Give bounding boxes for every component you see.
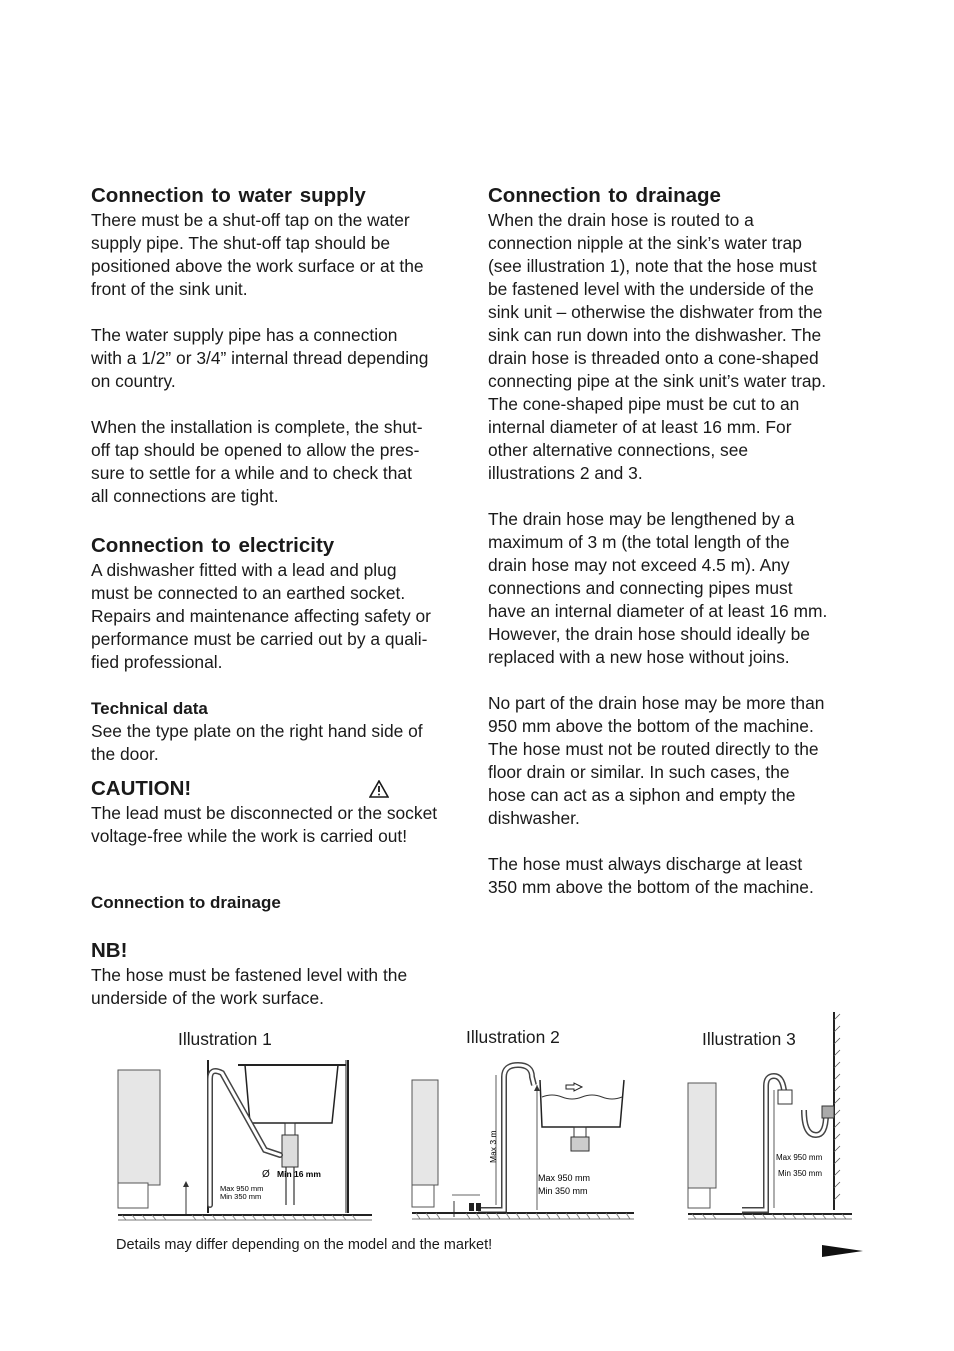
illustration-3-label: Illustration 3 — [702, 1029, 796, 1049]
text-line: connection nipple at the sink’s water trap — [488, 233, 802, 253]
text-line: maximum of 3 m (the total length of the — [488, 532, 790, 552]
max-3-m-label: Max 3 m — [488, 1130, 498, 1163]
text-line: The lead must be disconnected or the socket — [91, 803, 438, 823]
text-line: The hose must be fastened level with the — [91, 965, 408, 985]
text-line: When the installation is complete, the shut- — [91, 417, 423, 437]
nb-heading: NB! — [91, 939, 128, 962]
text-line: The hose must always discharge at least — [488, 854, 803, 874]
text-line: When the drain hose is routed to a — [488, 210, 754, 230]
caution-paragraph — [91, 802, 471, 848]
text-line: connections and connecting pipes must — [488, 578, 793, 598]
text-line: (see illustration 1), note that the hose must — [488, 256, 817, 276]
text-line: The drain hose may be lengthened by a — [488, 509, 795, 529]
text-line: The cone-shaped pipe must be cut to an — [488, 394, 800, 414]
text-line: off tap should be opened to allow the pres- — [91, 440, 420, 460]
drainage-subheading: Connection to drainage — [91, 893, 281, 912]
drainage-paragraph-2 — [488, 508, 863, 669]
min-350-label-1: Min 350 mm — [220, 1192, 262, 1201]
illustration-2-label: Illustration 2 — [466, 1027, 560, 1047]
footnote: Details may differ depending on the model and the market! — [116, 1237, 493, 1253]
text-line: the door. — [91, 744, 159, 764]
min-16-mm-label: Min 16 mm — [277, 1169, 321, 1179]
text-line: performance must be carried out by a quali- — [91, 629, 428, 649]
caution-row — [91, 776, 471, 802]
caution-heading: CAUTION! — [91, 777, 192, 800]
text-line: No part of the drain hose may be more than — [488, 693, 825, 713]
text-line: must be connected to an earthed socket. — [91, 583, 406, 603]
text-line: be fastened level with the underside of the — [488, 279, 814, 299]
text-line: connecting pipe at the sink unit’s water trap. — [488, 371, 827, 391]
text-line: hose can act as a siphon and empty the — [488, 785, 796, 805]
text-line: The hose must not be routed directly to the — [488, 739, 819, 759]
text-line: 350 mm above the bottom of the machine. — [488, 877, 814, 897]
min-350-label-3: Min 350 mm — [778, 1169, 823, 1178]
water-supply-paragraph-1 — [91, 209, 471, 301]
water-supply-heading: Connection to water supply — [91, 184, 366, 207]
drainage-heading: Connection to drainage — [488, 184, 721, 207]
text-line: on country. — [91, 371, 176, 391]
text-line: drain hose may not exceed 4.5 m). Any — [488, 555, 790, 575]
text-line: fied professional. — [91, 652, 223, 672]
text-line: other alternative connections, see — [488, 440, 749, 460]
text-line: drain hose is threaded onto a cone-shaped — [488, 348, 819, 368]
text-line: However, the drain hose should ideally be — [488, 624, 810, 644]
text-line: floor drain or similar. In such cases, the — [488, 762, 790, 782]
drainage-paragraph-3 — [488, 692, 863, 830]
text-line: sure to settle for a while and to check that — [91, 463, 412, 483]
electricity-paragraph — [91, 559, 471, 674]
text-line: Repairs and maintenance affecting safety or — [91, 606, 431, 626]
text-line: have an internal diameter of at least 16 mm. — [488, 601, 828, 621]
max-950-label-3: Max 950 mm — [776, 1153, 823, 1162]
electricity-heading: Connection to electricity — [91, 534, 335, 557]
text-line: supply pipe. The shut-off tap should be — [91, 233, 391, 253]
max-950-label-2: Max 950 mm — [538, 1173, 591, 1183]
illustration-1 — [110, 1055, 380, 1225]
text-line: positioned above the work surface or at the — [91, 256, 424, 276]
next-page-arrow-icon — [822, 1243, 864, 1259]
text-line: voltage-free while the work is carried out! — [91, 826, 408, 846]
right-column — [488, 183, 863, 899]
water-supply-paragraph-3 — [91, 416, 471, 508]
illustration-2 — [408, 1055, 640, 1225]
illustration-3 — [684, 1010, 856, 1222]
illustration-1-label: Illustration 1 — [178, 1029, 272, 1049]
text-line: illustrations 2 and 3. — [488, 463, 643, 483]
text-line: sink can run down into the dishwasher. The — [488, 325, 822, 345]
diameter-symbol: Ø — [262, 1169, 270, 1180]
water-supply-paragraph-2 — [91, 324, 471, 393]
drainage-paragraph-4 — [488, 853, 863, 899]
text-line: A dishwasher fitted with a lead and plug — [91, 560, 397, 580]
text-line: sink unit – otherwise the dishwater from the — [488, 302, 823, 322]
text-line: The water supply pipe has a connection — [91, 325, 398, 345]
technical-data-heading: Technical data — [91, 699, 208, 718]
text-line: See the type plate on the right hand side of — [91, 721, 423, 741]
text-line: with a 1/2” or 3/4” internal thread depending — [91, 348, 429, 368]
text-line: front of the sink unit. — [91, 279, 248, 299]
max-950-label-1: Max 950 mm — [220, 1184, 264, 1193]
text-line: all connections are tight. — [91, 486, 279, 506]
text-line: underside of the work surface. — [91, 988, 324, 1008]
left-column — [91, 183, 471, 1010]
min-350-label-2: Min 350 mm — [538, 1186, 588, 1196]
text-line: 950 mm above the bottom of the machine. — [488, 716, 814, 736]
text-line: There must be a shut-off tap on the water — [91, 210, 410, 230]
technical-data-paragraph — [91, 720, 471, 766]
text-line: dishwasher. — [488, 808, 580, 828]
drainage-paragraph-1 — [488, 209, 863, 485]
text-line: internal diameter of at least 16 mm. For — [488, 417, 792, 437]
nb-paragraph — [91, 964, 471, 1010]
warning-triangle-icon — [369, 780, 389, 798]
text-line: replaced with a new hose without joins. — [488, 647, 790, 667]
